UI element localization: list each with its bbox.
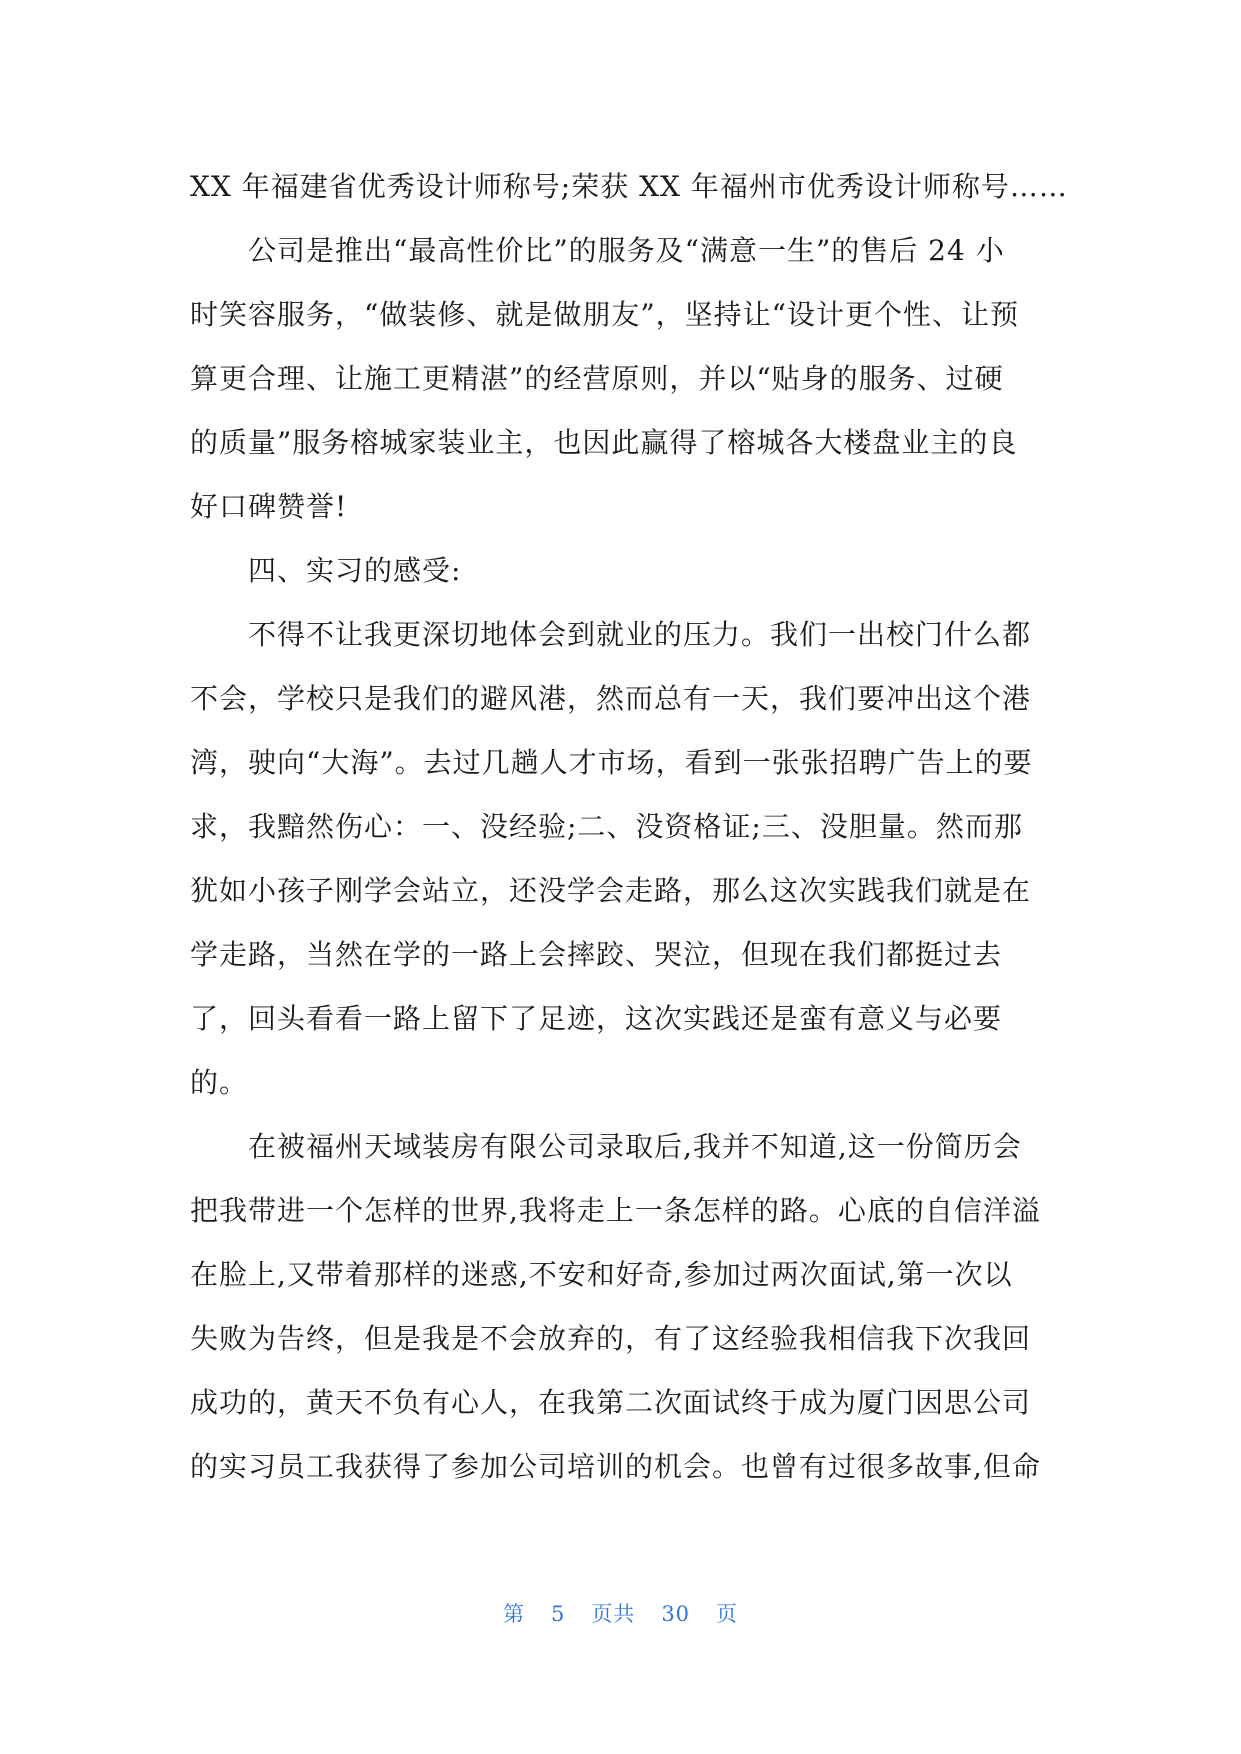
text-line: 成功的，黄天不负有心人，在我第二次面试终于成为厦门因思公司 (190, 1386, 1032, 1419)
text-line: 了，回头看看一路上留下了足迹，这次实践还是蛮有意义与必要 (190, 1002, 1003, 1035)
footer-prefix: 第 (502, 1602, 525, 1626)
text-line: 学走路，当然在学的一路上会摔跤、哭泣，但现在我们都挺过去 (190, 938, 1003, 971)
text-line: 湾，驶向“大海”。去过几趟人才市场，看到一张张招聘广告上的要 (190, 746, 1033, 779)
page-footer (0, 1598, 1241, 1628)
text-line: 在脸上,又带着那样的迷惑,不安和好奇,参加过两次面试,第一次以 (190, 1258, 1013, 1291)
footer-suffix: 页 (716, 1602, 739, 1626)
text-line: 在被福州天域装房有限公司录取后,我并不知道,这一份简历会 (248, 1130, 1022, 1163)
text-line: 失败为告终，但是我是不会放弃的，有了这经验我相信我下次我回 (190, 1322, 1032, 1355)
text-line: 不得不让我更深切地体会到就业的压力。我们一出校门什么都 (248, 618, 1032, 651)
text-line: 的。 (190, 1066, 249, 1099)
text-line: 犹如小孩子刚学会站立，还没学会走路，那么这次实践我们就是在 (190, 874, 1032, 907)
document-body (190, 155, 1068, 1499)
text-line: 公司是推出“最高性价比”的服务及“满意一生”的售后 24 小 (248, 234, 1005, 267)
text-line: 时笑容服务，“做装修、就是做朋友”，坚持让“设计更个性、让预 (190, 298, 1019, 331)
total-pages-number: 30 (661, 1602, 691, 1626)
footer-middle: 页共 (591, 1602, 636, 1626)
text-line: 的质量”服务榕城家装业主，也因此赢得了榕城各大楼盘业主的良 (190, 426, 1018, 459)
text-line: 算更合理、让施工更精湛”的经营原则，并以“贴身的服务、过硬 (190, 362, 1004, 395)
text-line: 把我带进一个怎样的世界,我将走上一条怎样的路。心底的自信洋溢 (190, 1194, 1041, 1227)
text-line: 不会，学校只是我们的避风港，然而总有一天，我们要冲出这个港 (190, 682, 1032, 715)
text-line: 求，我黯然伤心：一、没经验;二、没资格证;三、没胆量。然而那 (190, 810, 1023, 843)
text-line: 四、实习的感受: (248, 554, 462, 587)
current-page-number: 5 (550, 1602, 566, 1626)
text-line: 的实习员工我获得了参加公司培训的机会。也曾有过很多故事,但命 (190, 1450, 1041, 1483)
text-line: XX 年福建省优秀设计师称号;荣获 XX 年福州市优秀设计师称号…… (190, 170, 1068, 203)
text-line: 好口碑赞誉! (190, 490, 348, 523)
